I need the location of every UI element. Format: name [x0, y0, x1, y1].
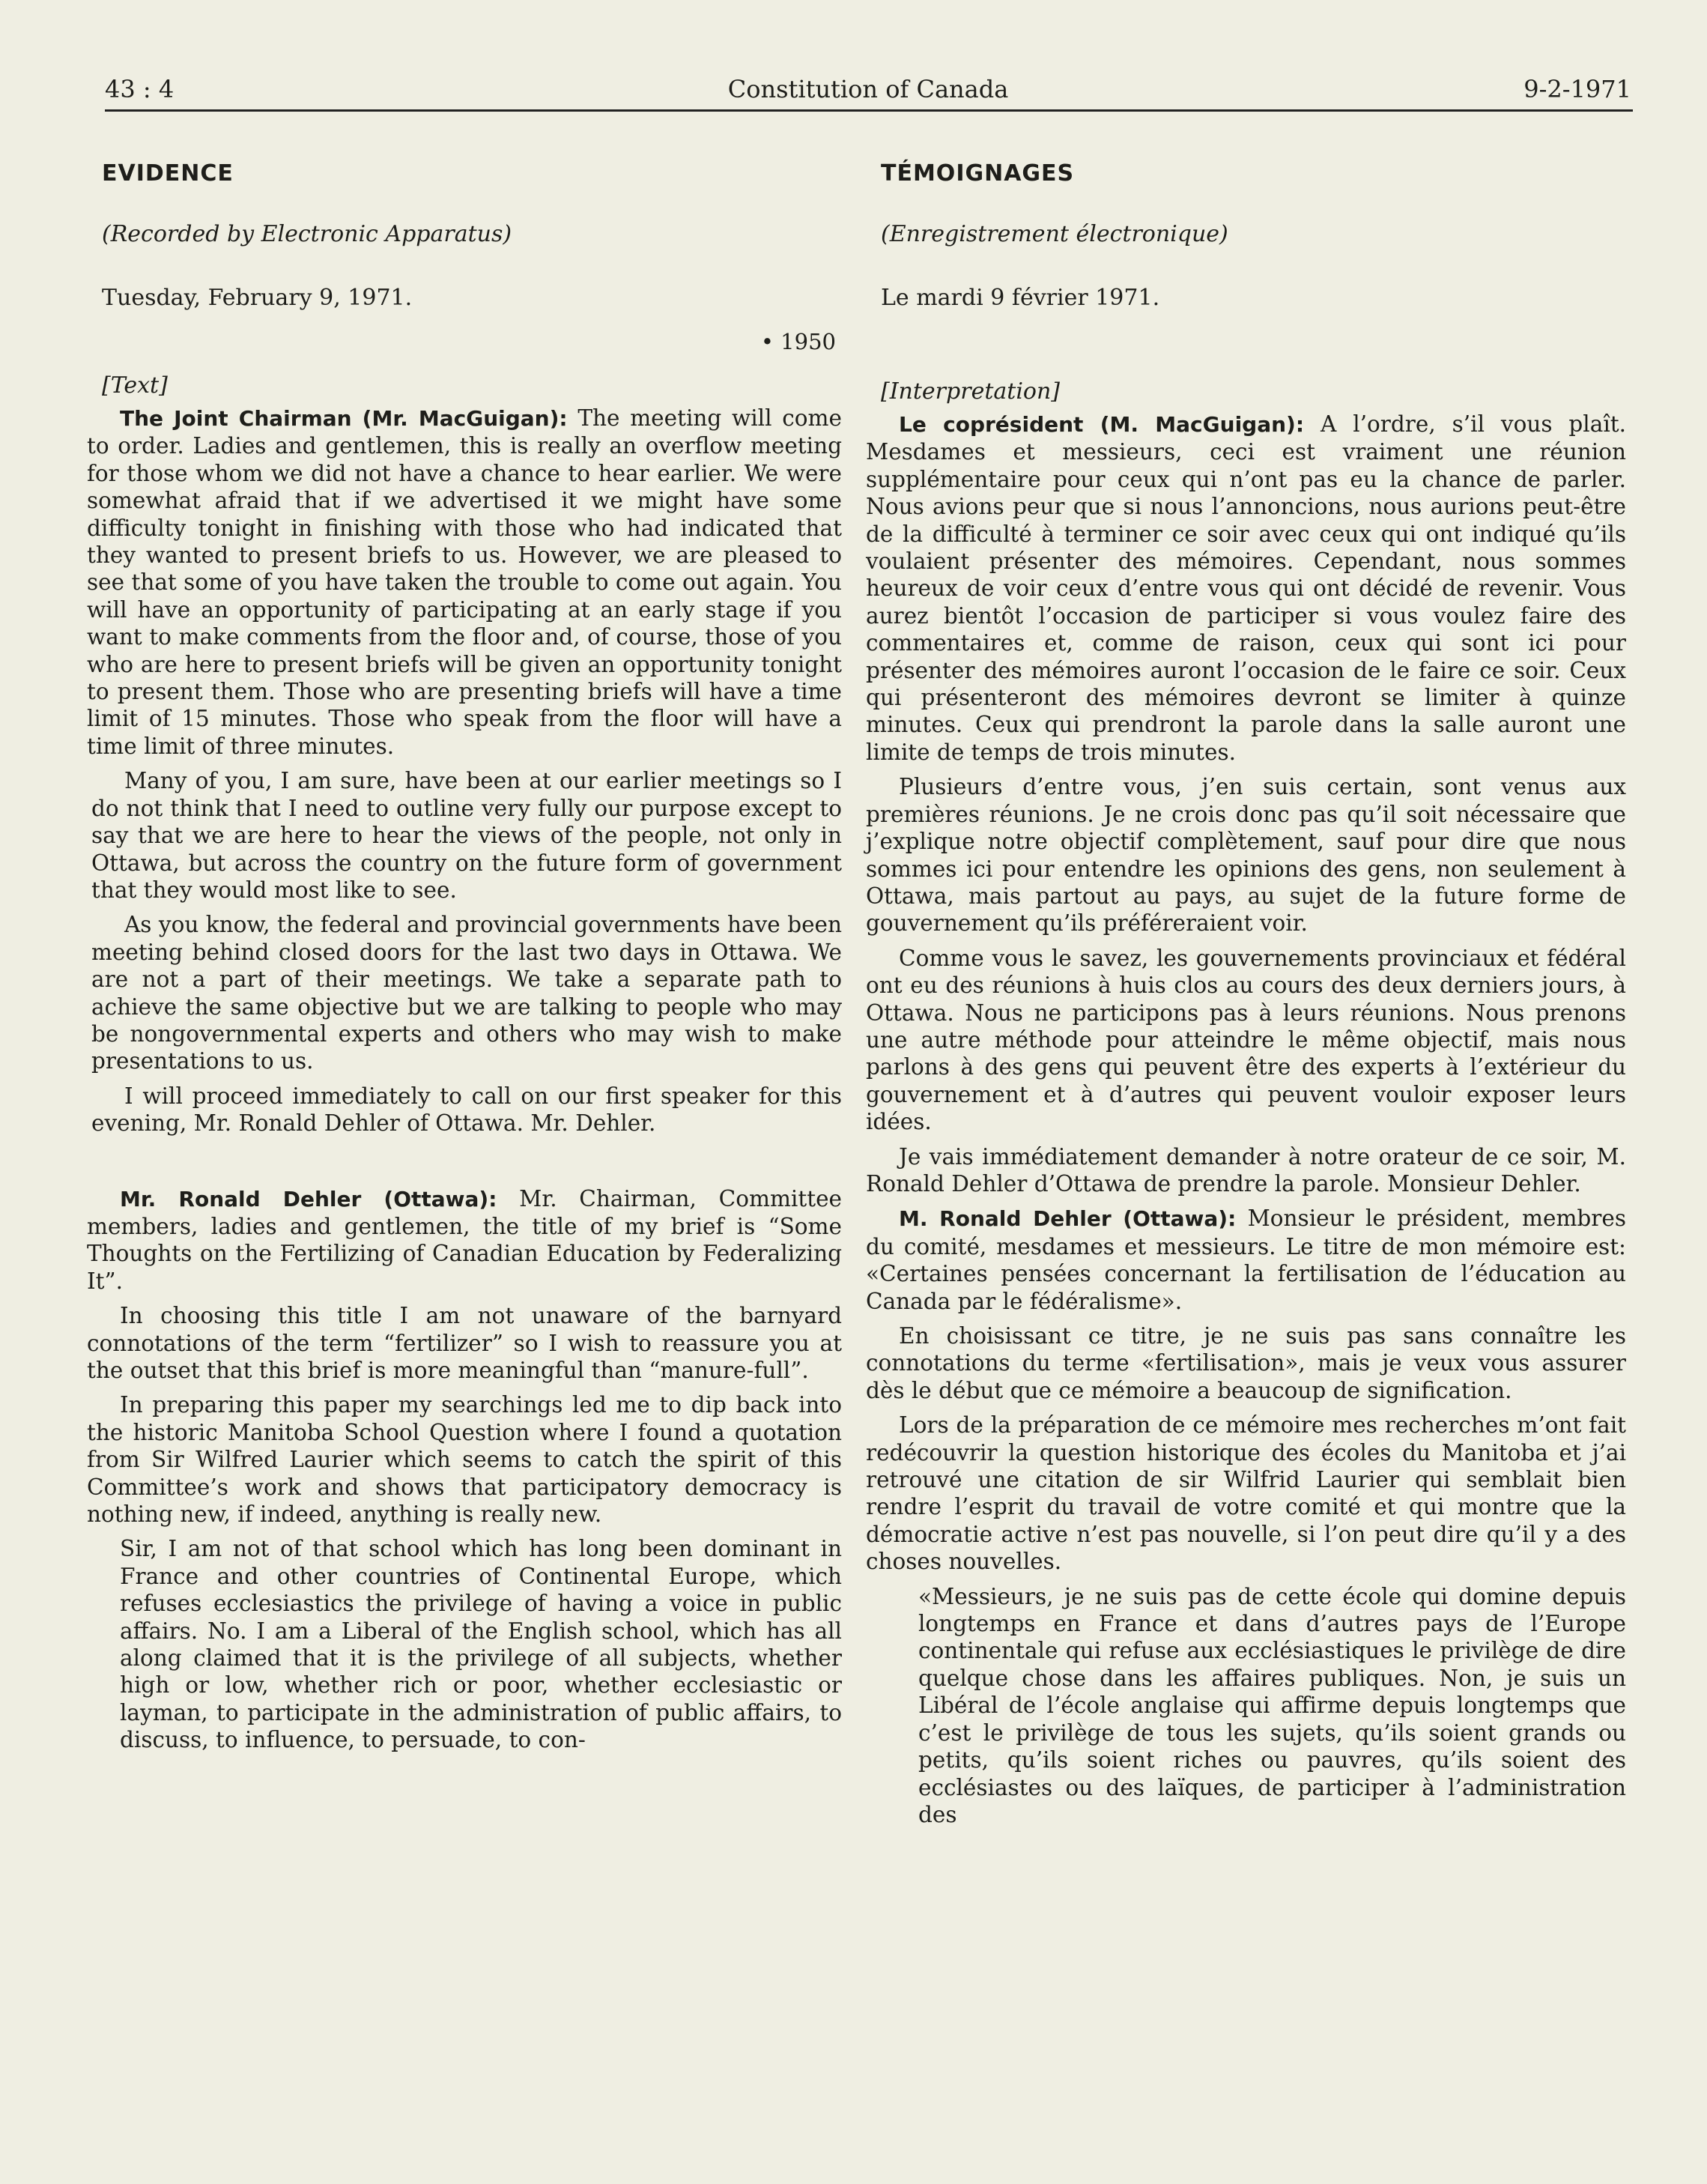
paragraph: As you know, the federal and provincial governments have been meeting behind closed doors for the last two days in Ottawa. We are not a part of their meetings. We take a separate path to achieve the same objective but we are talking to people who may be nongovernmental experts and others who may wish to make presentations to us. [91, 912, 842, 1074]
section-heading: EVIDENCE [102, 160, 234, 187]
recording-note: (Enregistrement électronique) [881, 221, 1228, 247]
paragraph: Je vais immédiatement demander à notre orateur de ce soir, M. Ronald Dehler d’Ottawa de prendre la parole. Monsieur Dehler. [866, 1143, 1626, 1197]
speaker-name: Mr. Ronald Dehler (Ottawa): [120, 1186, 497, 1212]
paragraph: M. Ronald Dehler (Ottawa): Monsieur le président, membres du comité, mesdames et messieurs. Le titre de mon mémoire est: «Certaines pensées concernant la fertilisation de l’éducation au Canada par le fédéralisme». [866, 1206, 1626, 1314]
header-date: 9-2-1971 [1523, 75, 1631, 103]
paragraph: I will proceed immediately to call on our first speaker for this evening, Mr. Ronald Dehler of Ottawa. Mr. Dehler. [91, 1083, 842, 1137]
block-quote: «Messieurs, je ne suis pas de cette école qui domine depuis longtemps en France et dans d’autres pays de l’Europe continentale qui refuse aux ecclésiastiques le privilège de dire quelque chose dans les affaires publiques. Non, je suis un Libéral de l’école anglaise qui affirme depuis longtemps que c’est le privilège de tous les sujets, qu’ils soient grands ou petits, qu’ils soient riches ou pauvres, qu’ils soient des ecclésiastes ou des laïques, de participer à l’administration des [918, 1583, 1626, 1827]
running-title: Constitution of Canada [727, 75, 1009, 103]
block-quote: Sir, I am not of that school which has long been dominant in France and other countries of Continental Europe, which refuses ecclesiastics the privilege of having a voice in public affairs. No. I am a Liberal of the English school, which has all along claimed that it is the privilege of all subjects, whether high or low, whether rich or poor, whether ecclesiastic or layman, to participate in the administration of public affairs, to discuss, to influence, to persuade, to con- [120, 1536, 842, 1753]
session-date: Le mardi 9 février 1971. [881, 285, 1160, 311]
recording-note: (Recorded by Electronic Apparatus) [102, 221, 512, 247]
speaker-name: M. Ronald Dehler (Ottawa): [899, 1206, 1237, 1232]
paragraph: Le coprésident (M. MacGuigan): A l’ordre, s’il vous plaît. Mesdames et messieurs, ceci est vraiment une réunion supplémentaire pour ceux qui n’ont pas eu la chance de parler. Nous avions peur que si nous l’annoncions, nous aurions peut-être de la difficulté à terminer ce soir avec ceux qui ont indiqué qu’ils voulaient présenter des mémoires. Cependant, nous sommes heureux de voir ceux d’entre vous qui ont décidé de revenir. Vous aurez bientôt l’occasion de participer si vous voulez faire des commentaires et, comme de raison, ceux qui sont ici pour présenter des mémoires auront l’occasion de le faire ce soir. Ceux qui présenteront des mémoires devront se limiter à quinze minutes. Ceux qui prendront la parole dans la salle auront une limite de temps de trois minutes. [866, 411, 1626, 765]
page-number: 43 : 4 [105, 75, 175, 103]
speaker-name: Le coprésident (M. MacGuigan): [899, 412, 1305, 437]
paragraph: Plusieurs d’entre vous, j’en suis certain, sont venus aux premières réunions. Je ne crois donc pas qu’il soit nécessaire que j’explique notre objectif complètement, sauf pour dire que nous sommes ici pour entendre les opinions des gens, non seulement à Ottawa, mais partout au pays, au sujet de la future forme de gouvernement qu’ils préféreraient voir. [866, 774, 1626, 937]
language-tag: [Interpretation] [881, 378, 1061, 405]
page-header [105, 72, 1631, 106]
time-marker: • 1950 [760, 329, 836, 354]
header-rule [105, 109, 1633, 112]
paragraph: En choisissant ce titre, je ne suis pas sans connaître les connotations du terme «fertilisation», mais je veux vous assurer dès le début que ce mémoire a beaucoup de signification. [866, 1323, 1626, 1403]
speaker-name: The Joint Chairman (Mr. MacGuigan): [120, 406, 568, 431]
paragraph: Mr. Ronald Dehler (Ottawa): Mr. Chairman, Committee members, ladies and gentlemen, the title of my brief is “Some Thoughts on the Fertilizing of Canadian Education by Federalizing It”. [87, 1185, 842, 1294]
paragraph: Lors de la préparation de ce mémoire mes recherches m’ont fait redécouvrir la question historique des écoles du Manitoba et j’ai retrouvé une citation de sir Wilfrid Laurier qui semblait bien rendre l’esprit du travail de votre comité et qui montre que la démocratie active n’est pas nouvelle, si l’on peut dire qu’il y a des choses nouvelles. [866, 1412, 1626, 1575]
paragraph: In choosing this title I am not unaware of the barnyard connotations of the term “fertilizer” so I wish to reassure you at the outset that this brief is more meaningful than “manure-full”. [87, 1303, 842, 1383]
paragraph: Many of you, I am sure, have been at our earlier meetings so I do not think that I need to outline very fully our purpose except to say that we are here to hear the views of the people, not only in Ottawa, but across the country on the future form of government that they would most like to see. [91, 768, 842, 903]
french-column [866, 150, 1626, 1836]
language-tag: [Text] [102, 372, 168, 399]
paragraph: Comme vous le savez, les gouvernements provinciaux et fédéral ont eu des réunions à huis clos au cours des deux derniers jours, à Ottawa. Nous ne participons pas à leurs réunions. Nous prenons une autre méthode pour atteindre le même objectif, mais nous parlons à des gens qui peuvent être des experts à l’extérieur du gouvernement et à d’autres qui peuvent vouloir exposer leurs idées. [866, 945, 1626, 1135]
paragraph: In preparing this paper my searchings led me to dip back into the historic Manitoba School Question where I found a quotation from Sir Wilfred Laurier which seems to catch the spirit of this Committee’s work and shows that participatory democracy is nothing new, if indeed, anything is really new. [87, 1392, 842, 1528]
english-column [87, 150, 842, 1761]
paragraph: The Joint Chairman (Mr. MacGuigan): The meeting will come to order. Ladies and gentlemen, this is really an overflow meeting for those whom we did not have a chance to hear earlier. We were somewhat afraid that if we advertised it we might have some difficulty tonight in finishing with those who had indicated that they wanted to present briefs to us. However, we are pleased to see that some of you have taken the trouble to come out again. You will have an opportunity of participating at an early stage if you want to make comments from the floor and, of course, those of you who are here to present briefs will be given an opportunity tonight to present them. Those who are presenting briefs will have a time limit of 15 minutes. Those who speak from the floor will have a time limit of three minutes. [87, 405, 842, 759]
session-date: Tuesday, February 9, 1971. [102, 285, 413, 311]
section-heading: TÉMOIGNAGES [881, 160, 1075, 187]
